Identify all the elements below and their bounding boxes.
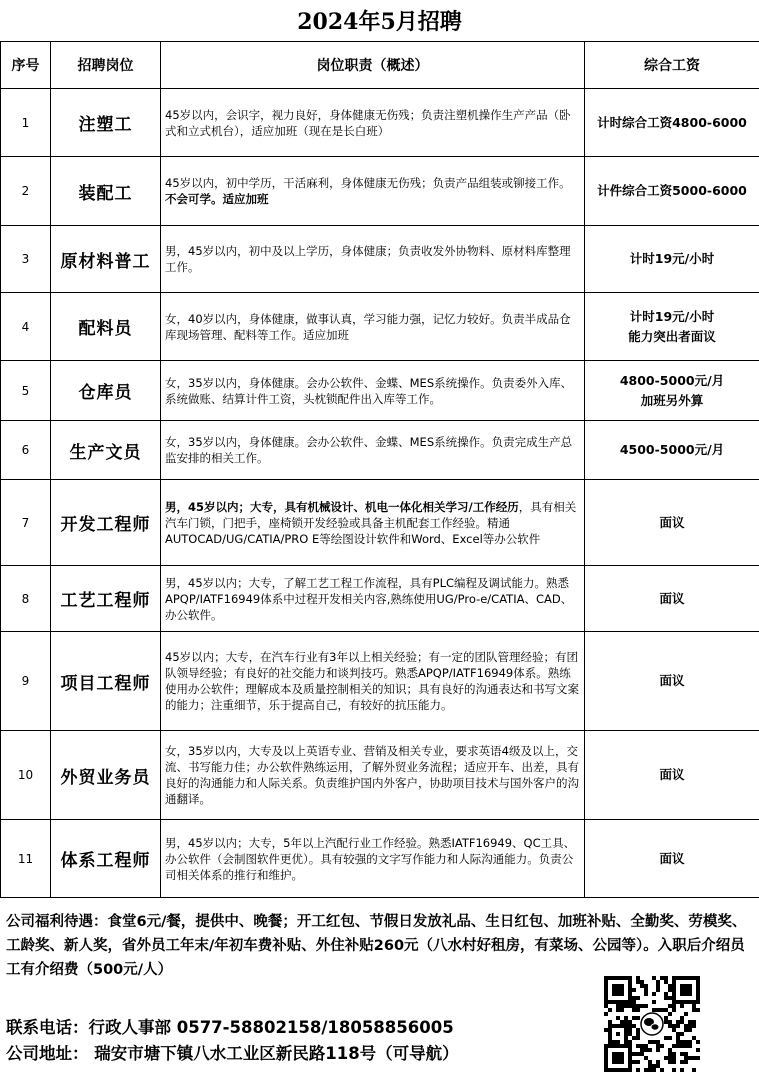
header-duties: 岗位职责（概述）: [161, 42, 585, 89]
salary-cell: [585, 421, 759, 480]
table-row: [1, 820, 759, 898]
benefits-text: 公司福利待遇：食堂6元/餐，提供中、晚餐；开工红包、节假日发放礼品、生日红包、加班补贴、全勤奖、劳模奖、工龄奖、新人奖，省外员工年末/年初车费补贴、外住补贴260元（八水村好租房，有菜场、公园等）。入职后介绍员工有介绍费（500元/人）: [6, 914, 747, 978]
position-duties: [161, 820, 585, 898]
row-number: 9: [1, 632, 51, 731]
duties-text: 女，40岁以内，身体健康，做事认真，学习能力强，记忆力较好。负责半成品仓库现场管理、配料等工作。适应加班: [165, 311, 571, 342]
salary-cell: [585, 480, 759, 566]
position-duties: [161, 566, 585, 632]
salary-line: 计件综合工资5000-6000: [597, 183, 747, 198]
position-name: 注塑工: [51, 89, 161, 157]
salary-line: 面议: [659, 673, 685, 688]
page-title: 2024年5月招聘: [297, 9, 462, 35]
salary-cell: [585, 820, 759, 898]
salary-line: 计时19元/小时: [629, 308, 715, 324]
position-name: 配料员: [51, 293, 161, 361]
position-duties: [161, 731, 585, 820]
row-number: 5: [1, 361, 51, 421]
salary-line: 面议: [659, 590, 685, 606]
position-duties: [161, 480, 585, 566]
contact-block: [6, 1015, 459, 1067]
position-duties: [161, 361, 585, 421]
header-salary: 综合工资: [585, 42, 759, 89]
salary-line: 计时综合工资4800-6000: [597, 114, 747, 130]
table-row: [1, 421, 759, 480]
duties-text: 45岁以内，会识字，视力良好，身体健康无伤残；负责注塑机操作生产产品（卧式和立式机台），适应加班（现在是长白班）: [165, 107, 571, 138]
address-value: 瑞安市塘下镇八水工业区新民路118号（可导航）: [88, 1044, 459, 1063]
salary-cell: [585, 226, 759, 293]
salary-line: 计时19元/小时: [629, 251, 715, 266]
position-duties: [161, 226, 585, 293]
wechat-qr-code-icon: [604, 976, 700, 1072]
table-row: [1, 226, 759, 293]
table-row: [1, 731, 759, 820]
row-number: 3: [1, 226, 51, 293]
duties-text: 男，45岁以内；大专，5年以上汽配行业工作经验。熟悉IATF16949、QC工具、办公软件（会制图软件更优）。具有较强的文字写作能力和人际沟通能力。负责公司相关体系的推行和维护。: [165, 835, 576, 882]
salary-line: 面议: [659, 767, 685, 782]
salary-cell: [585, 632, 759, 731]
position-duties: [161, 89, 585, 157]
salary-line: 4800-5000元/月: [619, 372, 725, 388]
duties-text: ，具有相关汽车门锁，门把手，座椅锁开发经验或具备主机配套工作经验。精通AUTOCAD/UG/CATIA/PRO E等绘图设计软件和Word、Excel等办公软件: [165, 499, 577, 546]
table-header-row: [1, 42, 759, 89]
contact-phone: [6, 1015, 459, 1041]
duties-text: 45岁以内，初中学历，干活麻利，身体健康无伤残；负责产品组装或铆接工作。: [165, 176, 571, 190]
table-row: [1, 89, 759, 157]
salary-cell: [585, 566, 759, 632]
duties-text: 男，45岁以内，初中及以上学历，身体健康；负责收发外协物料、原材料库整理工作。: [165, 244, 571, 274]
position-name: 仓库员: [51, 361, 161, 421]
row-number: 11: [1, 820, 51, 898]
duties-bold-text: 不会可学。适应加班: [165, 192, 269, 206]
table-row: [1, 157, 759, 226]
duties-text: 女，35岁以内，身体健康。会办公软件、金蝶、MES系统操作。负责完成生产总监安排的相关工作。: [165, 435, 573, 465]
address-label: 公司地址：: [6, 1044, 89, 1063]
row-number: 1: [1, 89, 51, 157]
salary-cell: [585, 89, 759, 157]
duties-text: 女，35岁以内，身体健康。会办公软件、金蝶、MES系统操作。负责委外入库、系统做账、结算计件工资，头枕锁配件出入库等工作。: [165, 375, 573, 406]
row-number: 8: [1, 566, 51, 632]
position-name: 原材料普工: [51, 226, 161, 293]
header-no: 序号: [1, 42, 51, 89]
position-name: 生产文员: [51, 421, 161, 480]
position-name: 体系工程师: [51, 820, 161, 898]
header-position: 招聘岗位: [51, 42, 161, 89]
table-row: [1, 361, 759, 421]
salary-cell: [585, 157, 759, 226]
position-name: 工艺工程师: [51, 566, 161, 632]
table-row: [1, 632, 759, 731]
row-number: 2: [1, 157, 51, 226]
salary-line: 能力突出者面议: [628, 328, 716, 344]
phone-label: 联系电话：: [6, 1018, 89, 1037]
table-row: [1, 566, 759, 632]
salary-cell: [585, 293, 759, 361]
position-name: 外贸业务员: [51, 731, 161, 820]
position-name: 开发工程师: [51, 480, 161, 566]
duties-bold-text: 男，45岁以内；大专，具有机械设计、机电一体化相关学习/工作经历: [165, 499, 519, 514]
position-name: 装配工: [51, 157, 161, 226]
position-duties: [161, 157, 585, 226]
position-name: 项目工程师: [51, 632, 161, 731]
salary-line: 4500-5000元/月: [619, 442, 725, 457]
row-number: 7: [1, 480, 51, 566]
recruitment-table: [0, 41, 759, 898]
row-number: 6: [1, 421, 51, 480]
salary-line: 面议: [659, 514, 685, 530]
position-duties: [161, 421, 585, 480]
salary-cell: [585, 731, 759, 820]
footer: [6, 910, 751, 982]
salary-cell: [585, 361, 759, 421]
row-number: 10: [1, 731, 51, 820]
position-duties: [161, 632, 585, 731]
contact-address: [6, 1041, 459, 1067]
salary-line: 面议: [659, 850, 685, 866]
duties-text: 女，35岁以内，大专及以上英语专业、营销及相关专业，要求英语4级及以上，交流、书写能力佳；办公软件熟练运用，了解外贸业务流程；适应开车、出差，具有良好的沟通能力和人际关系。负责维护国内外客户，协助项目技术与国外客户的沟通翻译。: [165, 744, 579, 806]
salary-line: 加班另外算: [640, 392, 704, 408]
row-number: 4: [1, 293, 51, 361]
position-duties: [161, 293, 585, 361]
table-row: [1, 293, 759, 361]
phone-value: 行政人事部 0577-58802158/18058856005: [88, 1018, 454, 1037]
table-body: [1, 89, 759, 898]
table-row: [1, 480, 759, 566]
duties-text: 45岁以内；大专，在汽车行业有3年以上相关经验；有一定的团队管理经验；有团队领导经验；有良好的社交能力和谈判技巧。熟悉APQP/IATF16949体系。熟练使用办公软件；理解成本及质量控制相关的知识；具有良好的沟通表达和书写文案的能力；注重细节，乐于提高自己，有较好的抗压能力。: [165, 650, 579, 712]
duties-text: 男，45岁以内；大专，了解工艺工程工作流程，具有PLC编程及调试能力。熟悉APQP/IATF16949体系中过程开发相关内容,熟练使用UG/Pro-e/CATIA、CAD、办公软件。: [165, 575, 573, 622]
